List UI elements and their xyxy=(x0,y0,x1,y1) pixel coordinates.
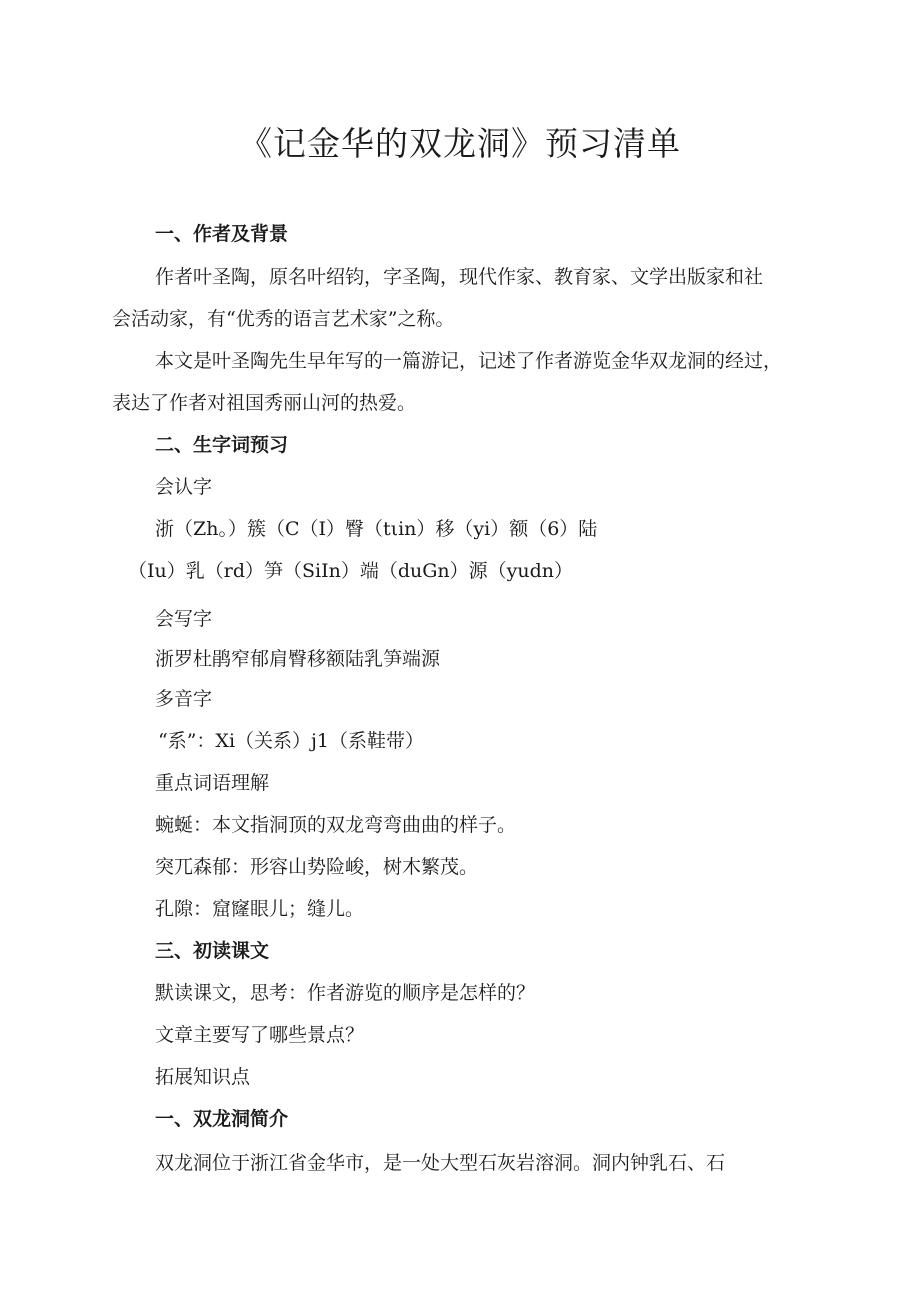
write-chars-list: 浙罗杜鹃窄郁肩臀移额陆乳笋端源 xyxy=(155,648,441,670)
polyphone-label: 多音字 xyxy=(155,688,213,710)
paragraph-author-line-2: 会活动家，有“优秀的语言艺术家”之称。 xyxy=(112,308,455,330)
paragraph-background-line-1: 本文是叶圣陶先生早年写的一篇游记，记述了作者游览金华双龙洞的经过， xyxy=(155,350,783,372)
key-word-3: 孔隙：窟窿眼儿；缝儿。 xyxy=(155,898,365,920)
section-heading-vocabulary: 二、生字词预习 xyxy=(155,434,289,456)
recognize-chars-line-2: （Iu）乳（rd）笋（SiIn）端（duGn）源（yudn） xyxy=(128,560,574,582)
reading-question-2: 文章主要写了哪些景点？ xyxy=(155,1024,365,1046)
recognize-chars-label: 会认字 xyxy=(155,476,213,498)
section-heading-cave-intro: 一、双龙洞简介 xyxy=(155,1108,289,1130)
key-word-2: 突兀森郁：形容山势险峻，树木繁茂。 xyxy=(155,856,479,878)
paragraph-author-line-1: 作者叶圣陶，原名叶绍钧，字圣陶，现代作家、教育家、文学出版家和社 xyxy=(155,266,764,288)
reading-question-1: 默读课文，思考：作者游览的顺序是怎样的？ xyxy=(155,982,536,1004)
paragraph-background-line-2: 表达了作者对祖国秀丽山河的热爱。 xyxy=(112,392,417,414)
extension-label: 拓展知识点 xyxy=(155,1066,251,1088)
section-heading-author: 一、作者及背景 xyxy=(155,223,289,245)
paragraph-cave-intro-line-1: 双龙洞位于浙江省金华市，是一处大型石灰岩溶洞。洞内钟乳石、石 xyxy=(155,1152,726,1174)
page-title: 《记金华的双龙洞》预习清单 xyxy=(239,124,681,163)
key-words-label: 重点词语理解 xyxy=(155,772,270,794)
write-chars-label: 会写字 xyxy=(155,608,213,630)
key-word-1: 蜿蜒：本文指洞顶的双龙弯弯曲曲的样子。 xyxy=(155,814,517,836)
polyphone-entry: “系”：Xi（关系）j1（系鞋带） xyxy=(158,730,425,752)
recognize-chars-line-1: 浙（Zh。）簇（C（I）臀（tιin）移（yi）额（6）陆 xyxy=(155,518,598,540)
section-heading-first-reading: 三、初读课文 xyxy=(155,940,270,962)
